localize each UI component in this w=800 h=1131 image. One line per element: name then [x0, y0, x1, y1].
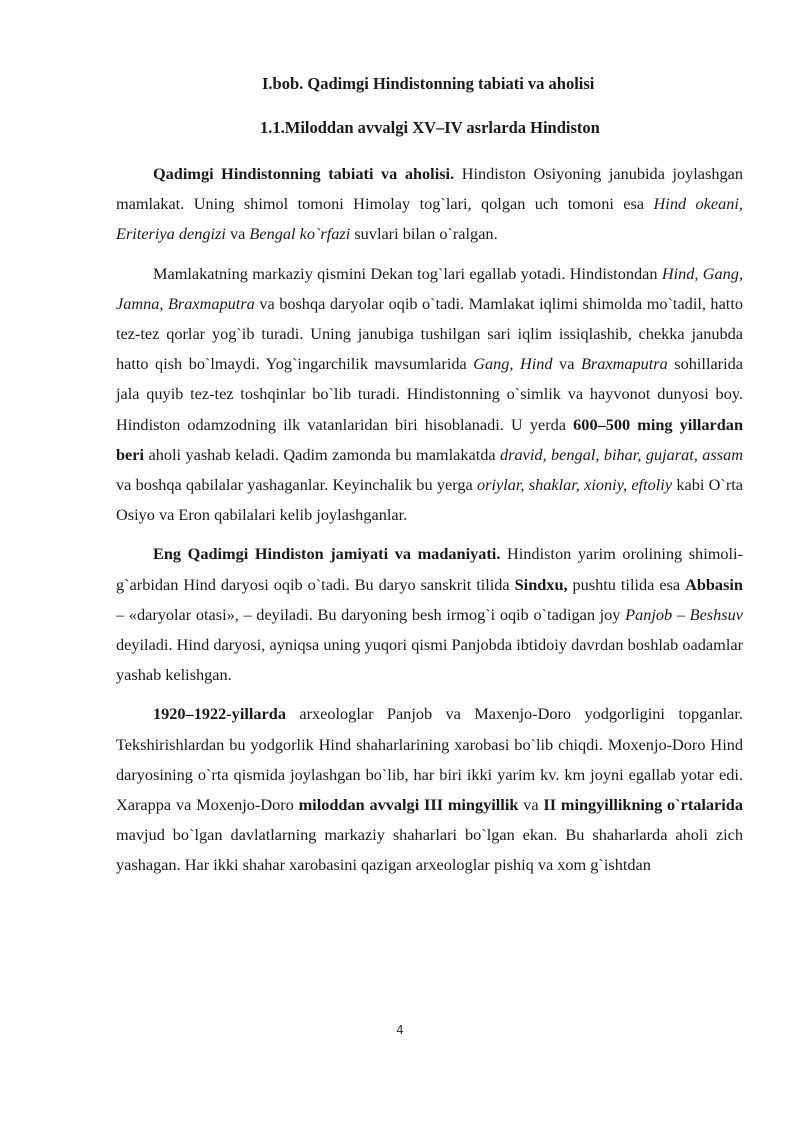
chapter-title: I.bob. Qadimgi Hindistonning tabiati va aholisi: [262, 74, 595, 93]
italic-term: Braxmaputra: [580, 354, 668, 374]
italic-term: Hind, Gang, Jamna, Braxmaputra: [116, 263, 744, 313]
text-run: sohillarida jala quyib tez-tez toshqinlar bo`lib turadi. Hindistonning o`simlik va hayvonot dunyosi boy. Hindiston odamzodning ilk vatanlaridan biri hisoblanadi. U yerda: [116, 354, 743, 434]
text-run: suvlari bilan o`ralgan.: [350, 224, 498, 244]
text-run: va boshqa qabilalar yashaganlar. Keyinchalik bu yerga: [116, 475, 477, 495]
bold-term: miloddan avvalgi III mingyillik: [298, 795, 519, 815]
italic-term: oriylar, shaklar, xioniy, eftoliy: [477, 475, 673, 495]
paragraph-geography: [116, 259, 743, 531]
bold-term: Sindxu,: [514, 574, 568, 594]
text-run: – «daryolar otasi», – deyiladi. Bu daryoning besh irmog`i oqib o`tadigan joy: [116, 604, 626, 624]
paragraph-archaeology: [116, 699, 743, 880]
text-run: mavjud bo`lgan davlatlarning markaziy shaharlari bo`lgan ekan. Bu shaharlarda aholi zich yashagan. Har ikki shahar xarobasini qazigan arxeologlar pishiq va xom g`ishtdan: [116, 825, 743, 875]
italic-term: Bengal ko`rfazi: [249, 224, 351, 244]
text-run: pushtu tilida esa: [567, 574, 686, 594]
text-run: arxeologlar Panjob va Maxenjo-Doro yodgorligini topganlar. Tekshirishlardan bu yodgorlik Hind shaharlarining xarobasi bo`lib chiqdi. Moxenjo-Doro Hind daryosining o`rta qismida joylashgan bo`lib, har biri ikki yarim kv. km joyni egallab yotar edi. Xarappa va Moxenjo-Doro: [116, 704, 743, 815]
bold-term: 600–500 ming yillardan beri: [116, 414, 743, 464]
paragraph-nature: [116, 159, 743, 250]
body-text: [116, 159, 743, 890]
bold-term: Abbasin: [685, 574, 743, 594]
paragraph-lead: Qadimgi Hindistonning tabiati va aholisi.: [153, 164, 455, 183]
text-run: deyiladi. Hind daryosi, ayniqsa uning yuqori qismi Panjobda ibtidoiy davrdan boshlab oadamlar yashab kelishgan.: [116, 635, 743, 685]
italic-term: dravid, bengal, bihar, gujarat, assam: [500, 444, 743, 464]
text-run: kabi O`rta Osiyo va Eron qabilalari kelib joylashganlar.: [116, 475, 743, 525]
paragraph-society: [116, 539, 743, 690]
section-title: 1.1.Miloddan avvalgi XV–IV asrlarda Hindiston: [260, 118, 600, 137]
italic-term: Panjob – Beshsuv: [625, 604, 743, 624]
italic-term: Hind okeani, Eriteriya dengizi: [116, 194, 744, 244]
text-run: va: [518, 795, 544, 815]
text-run: va boshqa daryolar oqib o`tadi. Mamlakat iqlimi shimolda mo`tadil, hatto tez-tez qorlar yog`ib turadi. Uning janubiga tushilgan sari iqlim issiqlashib, chekka janubda hatto qish bo`lmaydi. Yog`ingarchilik mavsumlarida: [116, 293, 743, 374]
text-run: Mamlakatning markaziy qismini Dekan tog`lari egallab yotadi. Hindistondan: [153, 263, 662, 283]
page-number: 4: [396, 1023, 404, 1037]
text-run: Hindiston Osiyoning janubida joylashgan mamlakat. Uning shimol tomoni Himolay tog`lari, qolgan uch tomoni esa: [116, 164, 743, 214]
italic-term: Gang, Hind: [473, 354, 553, 374]
text-run: Hindiston yarim orolining shimoli-g`arbidan Hind daryosi oqib o`tadi. Bu daryo sanskrit tilida: [116, 544, 743, 594]
text-run: aholi yashab keladi. Qadim zamonda bu mamlakatda: [144, 444, 501, 464]
bold-term: II mingyillikning o`rtalarida: [543, 795, 743, 815]
text-run: va: [552, 354, 581, 374]
bold-term: 1920–1922-yillarda: [153, 704, 286, 724]
paragraph-lead: Eng Qadimgi Hindiston jamiyati va madaniyati.: [153, 544, 501, 564]
text-run: va: [225, 224, 250, 244]
